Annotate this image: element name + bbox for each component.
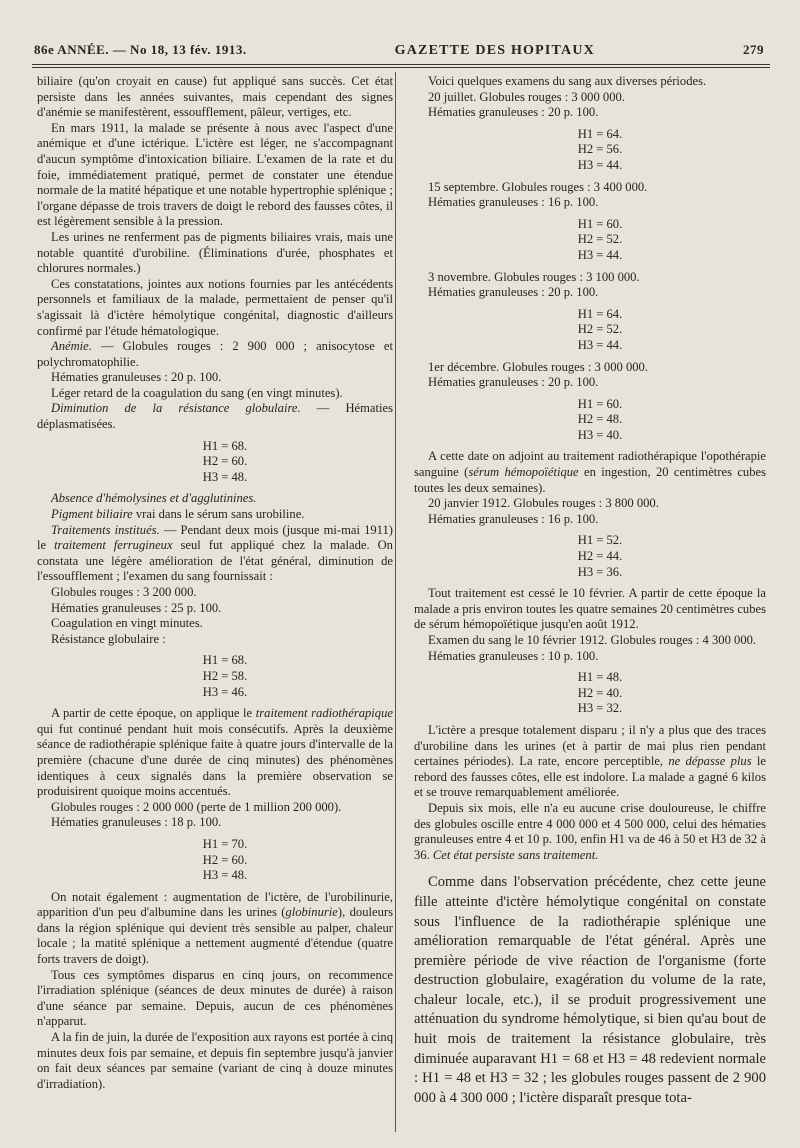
subheading: Anémie. bbox=[51, 339, 92, 354]
commentary-paragraph: Comme dans l'observation précédente, chez cette jeune fille atteinte d'ictère hémolytique congénital on constate sous l'influence de la radiothérapie splénique une amélioration remarquable de l'état général. Après une première période de vive réaction de l'organisme (forte destruction globulaire, exagération du volume de la rate, chaleur locale, etc.), il se produit progressivement une atténuation du syndrome hémolytique, si bien qu'au bout de huit mois de traitement la résistance globulaire, très diminuée auparavant H1 = 68 et H3 = 48 redevient normale : H1 = 48 et H3 = 32 ; les globules rouges passent de 2 900 000 à 4 300 000 ; l'ictère disparaît presque tota- bbox=[414, 874, 766, 1106]
hemolysis-values: H1 = 64. H2 = 56. H3 = 44. bbox=[577, 126, 623, 172]
paragraph: Hématies granuleuses : 10 p. 100. bbox=[428, 648, 599, 663]
page-header bbox=[34, 42, 764, 64]
right-column bbox=[414, 74, 766, 1108]
paragraph: Diminution de la résistance globulaire. — Hématies déplasmatisées. bbox=[37, 401, 393, 432]
paragraph: 3 novembre. Globules rouges : 3 100 000. bbox=[428, 269, 640, 284]
paragraph: On notait également : augmentation de l'ictère, de l'urobilinurie, apparition d'un peu d'albumine dans les urines (globinurie), douleurs dans la région splénique qui devient très sensible au palper, chaleur locale ; la matité splénique a nettement augmenté d'étendue (quatre forts travers de doigt). bbox=[37, 889, 393, 967]
issue-info: 86e ANNÉE. — No 18, 13 fév. 1913. bbox=[34, 42, 247, 57]
paragraph: 20 juillet. Globules rouges : 3 000 000. bbox=[428, 89, 625, 104]
paragraph: Traitements institués. — Pendant deux mois (jusque mi-mai 1911) le traitement ferrugineux seul fut appliqué chez la malade. On constata une légère amélioration de l'état général, diminution de l'essoufflement ; l'examen du sang fournissait : bbox=[37, 522, 393, 584]
paragraph: Voici quelques examens du sang aux diverses périodes. bbox=[428, 74, 707, 88]
paragraph: Ces constatations, jointes aux notions fournies par les antécédents personnels et familiaux de la malade, permettaient de penser qu'il s'agissait là d'ictère hémolytique congénital, diagnostic d'ailleurs confirmé par l'étude hématologique. bbox=[37, 276, 393, 338]
paragraph: Les urines ne renferment pas de pigments biliaires vrais, mais une notable quantité d'urobiline. (Éliminations d'urée, phosphates et chlorures normales.) bbox=[37, 229, 393, 276]
hemolysis-values: H1 = 52. H2 = 44. H3 = 36. bbox=[577, 533, 623, 579]
paragraph: Hématies granuleuses : 16 p. 100. bbox=[428, 511, 599, 526]
paragraph: A cette date on adjoint au traitement radiothérapique l'opothérapie sanguine (sérum hémopoïétique en ingestion, 20 centimètres cubes toutes les deux semaines). bbox=[414, 449, 767, 495]
journal-title: GAZETTE DES HOPITAUX bbox=[394, 43, 595, 58]
hemolysis-values: H1 = 70. H2 = 60. H3 = 48. bbox=[202, 836, 248, 883]
column-divider bbox=[395, 72, 396, 1132]
paragraph: Pigment biliaire vrai dans le sérum sans urobiline. bbox=[51, 507, 305, 522]
paragraph: 15 septembre. Globules rouges : 3 400 000. bbox=[428, 179, 648, 194]
paragraph: Hématies granuleuses : 20 p. 100. bbox=[428, 375, 599, 390]
paragraph: Anémie. — Globules rouges : 2 900 000 ; anisocytose et polychromatophilie. bbox=[37, 339, 393, 369]
hemolysis-values: H1 = 68. H2 = 60. H3 = 48. bbox=[202, 438, 248, 484]
paragraph: Examen du sang le 10 février 1912. Globules rouges : 4 300 000. bbox=[428, 633, 757, 647]
paragraph: biliaire (qu'on croyait en cause) fut appliqué sans succès. Cet état persiste dans les années suivantes, mais cependant des signes d'anémie se manifestèrent, essoufflement, pâleur, vertiges, etc. bbox=[37, 74, 393, 120]
paragraph: Hématies granuleuses : 20 p. 100. bbox=[428, 285, 599, 300]
paragraph: 1er décembre. Globules rouges : 3 000 000. bbox=[428, 359, 648, 374]
paragraph: Globules rouges : 3 200 000. bbox=[51, 585, 197, 599]
left-column bbox=[37, 74, 393, 1092]
paragraph: Hématies granuleuses : 25 p. 100. bbox=[51, 600, 222, 615]
subheading: Diminution de la résistance globulaire. bbox=[51, 401, 301, 416]
paragraph: En mars 1911, la malade se présente à nous avec l'aspect d'une anémique et d'une ictérique. L'ictère est léger, ne s'accompagnant d'aucun symptôme d'intoxication biliaire. L'examen de la rate et du foie, immédiatement pratiqué, permet de constater une étendue normale de la matité hépatique et une notable hypertrophie splénique ; l'organe dépasse de trois travers de doigt le rebord des fausses côtes, il est légèrement sensible à la pression. bbox=[37, 120, 393, 229]
paragraph: Hématies granuleuses : 18 p. 100. bbox=[51, 815, 222, 830]
paragraph: Depuis six mois, elle n'a eu aucune crise douloureuse, le chiffre des globules oscille entre 4 000 000 et 4 500 000, celui des hématies granuleuses entre 4 et 10 p. 100, enfin H1 va de 46 à 50 et H3 de 32 à 36. Cet état persiste sans traitement. bbox=[414, 800, 766, 862]
header-rule-bottom bbox=[32, 67, 770, 68]
paragraph: A partir de cette époque, on applique le traitement radiothérapique qui fut continué pendant huit mois consécutifs. Après la deuxième séance de radiothérapie splénique faite à quatre jours d'intervalle de la première (chacune d'une durée de cinq minutes) des phénomènes identiques à ceux signalés dans la première observation se produisirent quoique moins accentués. bbox=[37, 706, 393, 799]
paragraph: Tous ces symptômes disparus en cinq jours, on recommence l'irradiation splénique (séances de deux minutes de durée) à raison d'une séance par semaine. Depuis, aucun de ces phénomènes n'apparut. bbox=[37, 967, 393, 1029]
page-number: 279 bbox=[743, 42, 764, 57]
hemolysis-values: H1 = 60. H2 = 48. H3 = 40. bbox=[577, 396, 623, 442]
paragraph: 20 janvier 1912. Globules rouges : 3 800 000. bbox=[428, 496, 659, 511]
hemolysis-values: H1 = 60. H2 = 52. H3 = 44. bbox=[577, 216, 623, 262]
header-rule-top bbox=[32, 64, 770, 65]
hemolysis-values: H1 = 48. H2 = 40. H3 = 32. bbox=[577, 670, 623, 716]
paragraph: A la fin de juin, la durée de l'exposition aux rayons est portée à cinq minutes deux fois par semaine, et depuis fin septembre jusqu'à janvier on fait deux séances par semaine (variant de cinq à douze minutes d'irradiation). bbox=[37, 1030, 393, 1091]
paragraph: L'ictère a presque totalement disparu ; il n'y a plus que des traces d'urobiline dans les urines (et à partir de mai plus rien pendant certaines périodes). La rate, encore perceptible, ne dépasse plus le rebord des fausses côtes, elle est indolore. La malade a gagné 6 kilos et se trouve remarquablement améliorée. bbox=[414, 722, 766, 800]
paragraph: Résistance globulaire : bbox=[51, 631, 166, 646]
paragraph: Globules rouges : 2 000 000 (perte de 1 million 200 000). bbox=[51, 799, 342, 814]
paragraph: Léger retard de la coagulation du sang (en vingt minutes). bbox=[51, 385, 343, 400]
paragraph: Hématies granuleuses : 20 p. 100. bbox=[51, 370, 222, 385]
hemolysis-values: H1 = 64. H2 = 52. H3 = 44. bbox=[577, 306, 623, 352]
paragraph: Hématies granuleuses : 20 p. 100. bbox=[428, 105, 599, 120]
paragraph: Tout traitement est cessé le 10 février. A partir de cette époque la malade a pris environ toutes les quatre semaines 20 centimètres cubes de sérum hémopoïétique jusqu'en août 1912. bbox=[414, 586, 766, 632]
paragraph: Absence d'hémolysines et d'agglutinines. bbox=[51, 491, 257, 506]
hemolysis-values: H1 = 68. H2 = 58. H3 = 46. bbox=[202, 653, 248, 699]
paragraph: Coagulation en vingt minutes. bbox=[51, 616, 203, 631]
paragraph: Hématies granuleuses : 16 p. 100. bbox=[428, 195, 599, 210]
